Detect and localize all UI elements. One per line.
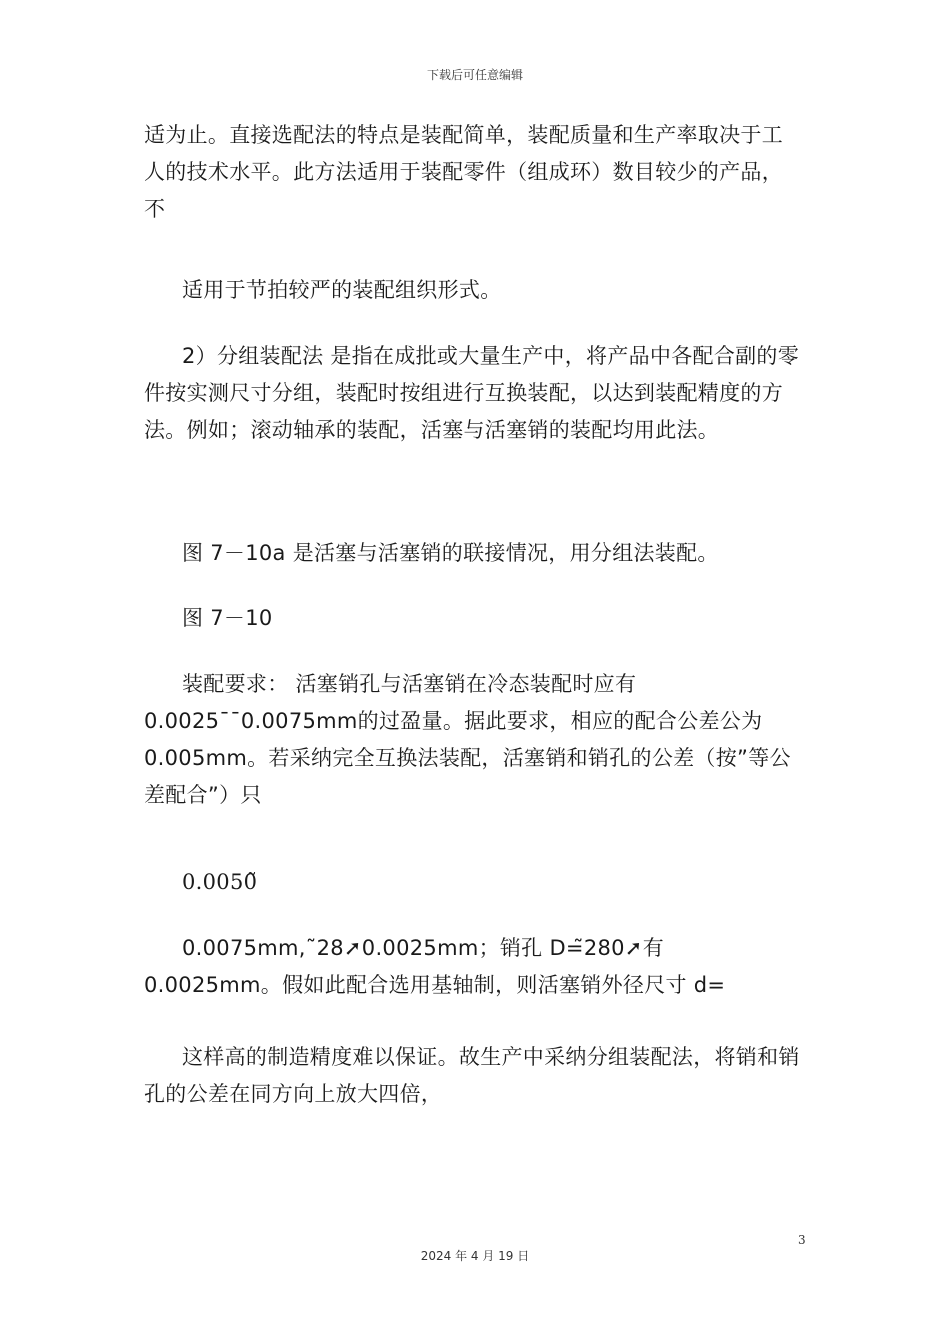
paragraph-7: 0.0050̃ bbox=[182, 870, 258, 894]
figure-caption: 图 7－10 bbox=[182, 606, 273, 630]
paragraph-9: 这样高的制造精度难以保证。故生产中采纳分组装配法，将销和销孔的公差在同方向上放大四倍， bbox=[144, 1045, 800, 1106]
paragraph-6: 装配要求： 活塞销孔与活塞销在冷态装配时应有 0.0025¯¯0.0075mm的过盈量。据此要求，相应的配合公差公为 0.005mm。若采纳完全互换法装配，活塞销和销孔的公差（按”等公差配合”）只 bbox=[144, 672, 791, 807]
paragraph-2: 适用于节拍较严的装配组织形式。 bbox=[182, 278, 502, 302]
paragraph-8: 0.0075mm,˜28➚0.0025mm；销孔 D=̃280➚有 0.0025mm。假如此配合选用基轴制，则活塞销外径尺寸 d= bbox=[144, 936, 726, 997]
paragraph-3: 2）分组装配法 是指在成批或大量生产中，将产品中各配合副的零件按实测尺寸分组，装配时按组进行互换装配，以达到装配精度的方法。例如；滚动轴承的装配，活塞与活塞销的装配均用此法。 bbox=[144, 344, 800, 442]
footer-date: 2024 年 4 月 19 日 bbox=[420, 1249, 530, 1263]
paragraph-4: 图 7－10a 是活塞与活塞销的联接情况，用分组法装配。 bbox=[182, 541, 719, 565]
page-number: 3 bbox=[798, 1233, 806, 1247]
paragraph-1: 适为止。直接选配法的特点是装配简单，装配质量和生产率取决于工人的技术水平。此方法适用于装配零件（组成环）数目较少的产品，不 bbox=[144, 123, 783, 221]
page-header: 下载后可任意编辑 bbox=[426, 68, 523, 82]
